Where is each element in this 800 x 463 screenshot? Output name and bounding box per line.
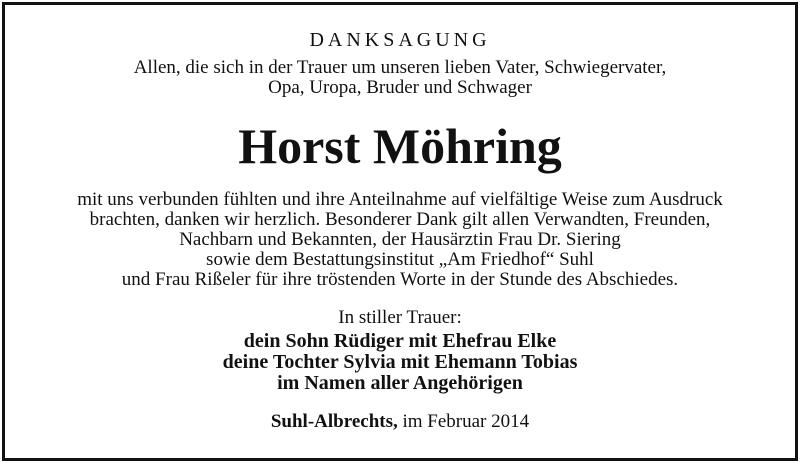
thanks-line: brachten, danken wir herzlich. Besonderer Dank gilt allen Verwandten, Freunden,: [89, 209, 711, 230]
thanks-line: Nachbarn und Bekannten, der Hausärztin Frau Dr. Siering: [179, 229, 621, 250]
thanks-text: [0, 190, 800, 290]
intro-text: [0, 58, 800, 98]
notice-heading: DANKSAGUNG: [309, 29, 491, 51]
thanks-line: sowie dem Bestattungsinstitut „Am Friedhof“ Suhl: [206, 249, 594, 270]
thanks-line: und Frau Rißeler für ihre tröstenden Worte in der Stunde des Abschiedes.: [121, 269, 679, 290]
intro-line: Allen, die sich in der Trauer um unseren lieben Vater, Schwiegervater,: [133, 57, 667, 78]
thanks-line: mit uns verbunden fühlten und ihre Anteilnahme auf vielfältige Weise zum Ausdruck: [77, 189, 723, 210]
signers: [0, 331, 800, 394]
signer-line: im Namen aller Angehörigen: [277, 372, 523, 394]
signer-line: dein Sohn Rüdiger mit Ehefrau Elke: [243, 330, 557, 352]
signer-line: deine Tochter Sylvia mit Ehemann Tobias: [222, 351, 578, 373]
notice-date: im Februar 2014: [402, 411, 530, 432]
intro-line: Opa, Uropa, Bruder und Schwager: [268, 77, 532, 98]
deceased-name: Horst Möhring: [238, 118, 562, 174]
place-date: [0, 410, 800, 434]
mourning-line: In stiller Trauer:: [338, 307, 462, 328]
place-name: Suhl-Albrechts,: [270, 411, 398, 432]
